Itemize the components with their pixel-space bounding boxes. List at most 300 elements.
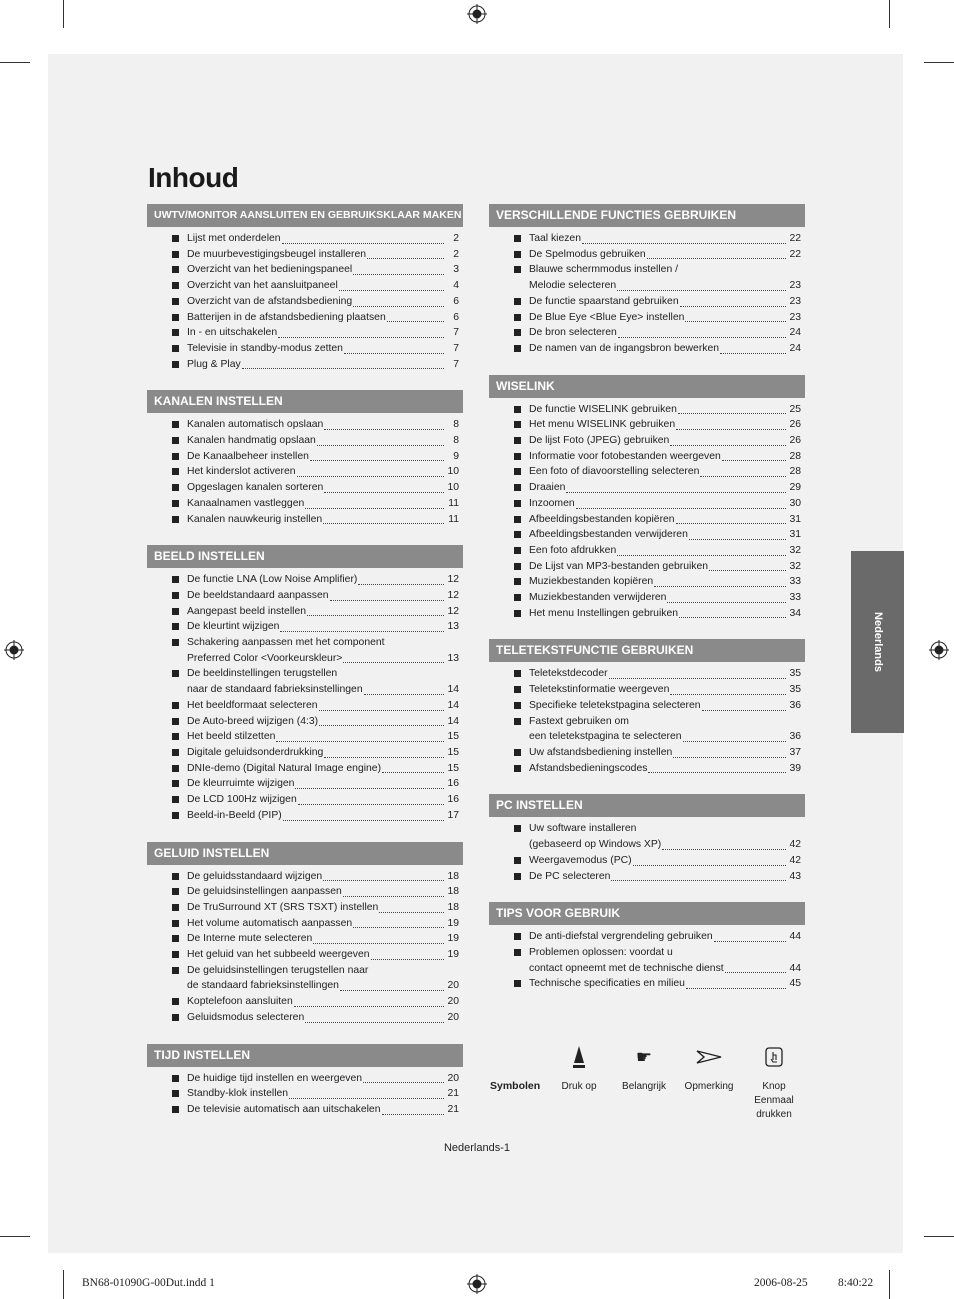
bullet-icon — [514, 468, 521, 475]
toc-entry[interactable] — [147, 776, 463, 792]
toc-entry[interactable] — [489, 837, 805, 853]
toc-entry-title: Teletekstinformatie weergeven — [529, 684, 670, 696]
toc-entry-page: 6 — [453, 311, 459, 323]
toc-entry-title: Problemen oplossen: voordat u — [529, 946, 673, 958]
toc-entry-title: De functie WISELINK gebruiken — [529, 403, 677, 415]
bullet-icon — [172, 421, 179, 428]
dot-leader — [387, 321, 444, 322]
toc-entry-page: 33 — [789, 576, 801, 588]
toc-entry-title: De kleurtint wijzigen — [187, 621, 280, 633]
dot-leader — [700, 476, 786, 477]
symbols-legend — [489, 1042, 805, 1120]
bullet-icon — [514, 702, 521, 709]
toc-entry[interactable] — [147, 496, 463, 512]
toc-entry-page: 36 — [789, 699, 801, 711]
bullet-icon — [514, 298, 521, 305]
toc-entry-page: 23 — [789, 295, 801, 307]
bullet-icon — [172, 298, 179, 305]
toc-entry-title: De Blue Eye <Blue Eye> instellen — [529, 311, 685, 323]
dot-leader — [310, 460, 444, 461]
dot-leader — [282, 243, 444, 244]
bullet-icon — [514, 825, 521, 832]
toc-entry-page: 45 — [789, 978, 801, 990]
toc-entry[interactable] — [147, 512, 463, 528]
toc-entry[interactable] — [489, 761, 805, 777]
bullet-icon — [172, 282, 179, 289]
toc-entry-page: 19 — [447, 949, 459, 961]
toc-entry-page: 2 — [453, 248, 459, 260]
toc-entry[interactable] — [489, 698, 805, 714]
toc-entry[interactable] — [489, 714, 805, 730]
crop-mark — [889, 1270, 890, 1299]
toc-entry-page: 42 — [789, 854, 801, 866]
toc-entry-title: Afbeeldingsbestanden kopiëren — [529, 513, 675, 525]
toc-entry[interactable] — [147, 884, 463, 900]
toc-entry-page: 35 — [789, 684, 801, 696]
toc-entry-page: 7 — [453, 327, 459, 339]
toc-entry-page: 33 — [789, 592, 801, 604]
toc-section — [489, 794, 805, 884]
toc-entry[interactable] — [489, 247, 805, 263]
toc-entry-title: Draaien — [529, 482, 566, 494]
toc-entry[interactable] — [147, 417, 463, 433]
toc-entry[interactable] — [489, 310, 805, 326]
toc-entry-title: In - en uitschakelen — [187, 327, 278, 339]
bullet-icon — [514, 749, 521, 756]
dot-leader — [289, 1098, 444, 1099]
crop-mark — [0, 1236, 30, 1237]
toc-entry-page: 14 — [447, 684, 459, 696]
dot-leader — [662, 849, 786, 850]
toc-entry-title: Specifieke teletekstpagina selecteren — [529, 699, 701, 711]
toc-entry[interactable] — [147, 1086, 463, 1102]
symbol-press-label: Druk op — [561, 1081, 597, 1092]
toc-entry[interactable] — [147, 1071, 463, 1087]
bullet-spacer — [514, 282, 521, 289]
symbol-note — [677, 1042, 741, 1094]
toc-entry[interactable] — [147, 900, 463, 916]
toc-entry[interactable] — [147, 808, 463, 824]
toc-entry-page: 22 — [789, 248, 801, 260]
toc-entry[interactable] — [489, 464, 805, 480]
toc-entry[interactable] — [489, 294, 805, 310]
toc-entry[interactable] — [147, 635, 463, 651]
toc-entry-title: Kanalen automatisch opslaan — [187, 419, 324, 431]
toc-entry-page: 43 — [789, 870, 801, 882]
toc-entry[interactable] — [147, 572, 463, 588]
toc-entry-page: 4 — [453, 280, 459, 292]
toc-entry[interactable] — [147, 310, 463, 326]
dot-leader — [382, 772, 444, 773]
toc-entry-page: 31 — [789, 513, 801, 525]
dot-leader — [324, 429, 444, 430]
crop-mark — [63, 0, 64, 28]
crop-mark — [63, 1270, 64, 1299]
dot-leader — [353, 274, 444, 275]
toc-entry[interactable] — [489, 945, 805, 961]
toc-entry[interactable] — [147, 294, 463, 310]
toc-entry-title: Kanaalnamen vastleggen — [187, 497, 305, 509]
bullet-icon — [172, 608, 179, 615]
toc-entry-page: 19 — [447, 933, 459, 945]
bullet-icon — [514, 578, 521, 585]
bullet-icon — [514, 406, 521, 413]
bullet-icon — [172, 1106, 179, 1113]
toc-entry[interactable] — [489, 527, 805, 543]
bullet-spacer — [514, 965, 521, 972]
toc-entry[interactable] — [489, 341, 805, 357]
toc-entry[interactable] — [489, 262, 805, 278]
toc-entry[interactable] — [489, 666, 805, 682]
toc-entry[interactable] — [147, 698, 463, 714]
bullet-icon — [172, 576, 179, 583]
arrow-note-icon — [677, 1042, 741, 1072]
slug-date: 2006-08-25 — [754, 1277, 808, 1289]
toc-entry[interactable] — [489, 961, 805, 977]
toc-entry[interactable] — [489, 606, 805, 622]
toc-entry-page: 12 — [447, 574, 459, 586]
toc-entry[interactable] — [489, 682, 805, 698]
pointing-hand-icon: ☛ — [635, 1046, 653, 1067]
toc-entry-page: 11 — [448, 497, 459, 509]
toc-entry-page: 25 — [789, 403, 801, 415]
toc-entry[interactable] — [147, 682, 463, 698]
toc-right-column — [489, 204, 805, 1010]
toc-entry[interactable] — [489, 231, 805, 247]
toc-entry-page: 8 — [453, 435, 459, 447]
toc-entry[interactable] — [489, 745, 805, 761]
toc-entry[interactable] — [489, 821, 805, 837]
section-heading: TELETEKSTFUNCTIE GEBRUIKEN — [489, 639, 805, 662]
toc-entry[interactable] — [489, 402, 805, 418]
toc-entry-page: 10 — [447, 466, 459, 478]
toc-entry-title: Uw software installeren — [529, 823, 637, 835]
toc-entry[interactable] — [147, 480, 463, 496]
toc-entry-title: naar de standaard fabrieksinstellingen — [187, 684, 363, 696]
toc-entry-page: 23 — [789, 311, 801, 323]
dot-leader — [344, 353, 444, 354]
press-icon — [547, 1042, 611, 1072]
crop-mark — [924, 62, 954, 63]
bullet-icon — [514, 531, 521, 538]
toc-entry-page: 13 — [447, 621, 459, 633]
dot-leader — [670, 694, 786, 695]
toc-entry-page: 7 — [453, 358, 459, 370]
dot-leader — [702, 710, 786, 711]
bullet-icon — [514, 547, 521, 554]
dot-leader — [714, 941, 786, 942]
toc-entry[interactable] — [489, 543, 805, 559]
toc-section — [147, 204, 463, 372]
bullet-icon — [172, 251, 179, 258]
dot-leader — [683, 741, 786, 742]
toc-entry[interactable] — [489, 869, 805, 885]
toc-entry-title: Informatie voor fotobestanden weergeven — [529, 450, 721, 462]
toc-entry[interactable] — [489, 853, 805, 869]
toc-entry-title: Digitale geluidsonderdrukking — [187, 746, 324, 758]
toc-entry-title: Overzicht van de afstandsbediening — [187, 295, 353, 307]
toc-entry[interactable] — [147, 947, 463, 963]
bullet-icon — [172, 266, 179, 273]
dot-leader — [679, 617, 786, 618]
bullet-icon — [514, 251, 521, 258]
toc-entry[interactable] — [147, 588, 463, 604]
bullet-icon — [172, 623, 179, 630]
toc-entry-title: Het volume automatisch aanpassen — [187, 917, 353, 929]
toc-section — [489, 902, 805, 992]
toc-entry[interactable] — [489, 433, 805, 449]
dot-leader — [611, 880, 786, 881]
dot-leader — [618, 337, 786, 338]
bullet-icon — [514, 686, 521, 693]
toc-entry[interactable] — [147, 357, 463, 373]
toc-entry-page: 32 — [789, 544, 801, 556]
dot-leader — [582, 243, 786, 244]
toc-entry[interactable] — [147, 931, 463, 947]
toc-entry-page: 21 — [447, 1088, 459, 1100]
section-heading: WISELINK — [489, 375, 805, 398]
bullet-icon — [172, 702, 179, 709]
bullet-icon — [172, 749, 179, 756]
symbol-note-label: Opmerking — [684, 1081, 734, 1092]
toc-entry-title: Geluidsmodus selecteren — [187, 1011, 305, 1023]
toc-entry[interactable] — [489, 480, 805, 496]
toc-entry[interactable] — [147, 278, 463, 294]
toc-entry-page: 39 — [789, 762, 801, 774]
toc-entry-title: De kleurruimte wijzigen — [187, 778, 295, 790]
registration-mark-icon — [929, 640, 949, 660]
toc-entry-title: De LCD 100Hz wijzigen — [187, 794, 297, 806]
toc-entry[interactable] — [147, 1010, 463, 1026]
bullet-icon — [172, 1075, 179, 1082]
toc-entry-page: 37 — [789, 746, 801, 758]
bullet-icon — [514, 857, 521, 864]
toc-entry-page: 24 — [789, 327, 801, 339]
toc-entry[interactable] — [147, 994, 463, 1010]
bullet-icon — [514, 437, 521, 444]
bullet-icon — [172, 951, 179, 958]
toc-entry-page: 9 — [453, 450, 459, 462]
toc-entry-page: 42 — [789, 839, 801, 851]
dot-leader — [319, 710, 444, 711]
bullet-icon — [514, 670, 521, 677]
dot-leader — [323, 523, 444, 524]
toc-entry-page: 3 — [453, 264, 459, 276]
dot-leader — [371, 959, 444, 960]
bullet-spacer — [172, 982, 179, 989]
dot-leader — [358, 584, 444, 585]
toc-section — [489, 204, 805, 357]
toc-entry-page: 2 — [453, 233, 459, 244]
toc-entry-page: 13 — [447, 652, 459, 664]
bullet-icon — [172, 437, 179, 444]
page-number: Nederlands-1 — [443, 1142, 511, 1154]
toc-entry[interactable] — [489, 512, 805, 528]
bullet-icon — [172, 967, 179, 974]
toc-entry[interactable] — [147, 978, 463, 994]
toc-entry[interactable] — [147, 916, 463, 932]
bullet-icon — [514, 421, 521, 428]
bullet-icon — [172, 592, 179, 599]
dot-leader — [297, 476, 444, 477]
toc-entry[interactable] — [147, 604, 463, 620]
toc-section — [147, 545, 463, 823]
toc-entry[interactable] — [147, 729, 463, 745]
toc-entry[interactable] — [147, 745, 463, 761]
toc-entry-page: 12 — [447, 589, 459, 601]
symbol-press — [547, 1042, 611, 1094]
toc-entry[interactable] — [147, 433, 463, 449]
toc-entry[interactable] — [147, 869, 463, 885]
toc-entry-page: 15 — [447, 746, 459, 758]
bullet-icon — [172, 796, 179, 803]
toc-entry-page: 20 — [447, 996, 459, 1008]
section-heading: KANALEN INSTELLEN — [147, 390, 463, 413]
toc-entry-page: 23 — [789, 280, 801, 292]
bullet-icon — [172, 904, 179, 911]
toc-entry-title: De Interne mute selecteren — [187, 933, 313, 945]
toc-entry-title: Fastext gebruiken om — [529, 715, 629, 727]
toc-entry[interactable] — [489, 729, 805, 745]
toc-entry[interactable] — [489, 590, 805, 606]
toc-entry-title: De lijst Foto (JPEG) gebruiken — [529, 435, 670, 447]
toc-entry-page: 44 — [789, 962, 801, 974]
toc-entry[interactable] — [489, 496, 805, 512]
toc-entry-page: 18 — [447, 901, 459, 913]
bullet-icon — [514, 345, 521, 352]
toc-entry-page: 22 — [789, 233, 801, 244]
symbol-one-touch-label: Knop Eenmaal drukken — [754, 1081, 794, 1120]
toc-entry-title: Kanalen nauwkeurig instellen — [187, 513, 323, 525]
bullet-icon — [514, 718, 521, 725]
bullet-icon — [514, 933, 521, 940]
toc-entry-page: 30 — [789, 497, 801, 509]
bullet-spacer — [514, 733, 521, 740]
toc-entry-title: Standby-klok instellen — [187, 1088, 289, 1100]
toc-entry[interactable] — [147, 247, 463, 263]
dot-leader — [307, 615, 444, 616]
toc-entry-page: 36 — [789, 731, 801, 743]
toc-entry-page: 10 — [447, 482, 459, 494]
toc-entry[interactable] — [489, 449, 805, 465]
toc-entry-title: De bron selecteren — [529, 327, 617, 339]
dot-leader — [330, 600, 444, 601]
toc-entry-title: De Lijst van MP3-bestanden gebruiken — [529, 560, 709, 572]
bullet-icon — [172, 920, 179, 927]
toc-entry[interactable] — [147, 262, 463, 278]
toc-entry[interactable] — [147, 714, 463, 730]
dot-leader — [648, 772, 786, 773]
bullet-icon — [514, 266, 521, 273]
toc-entry-title: Het menu WISELINK gebruiken — [529, 419, 676, 431]
toc-entry[interactable] — [147, 231, 463, 247]
toc-entry[interactable] — [489, 559, 805, 575]
toc-entry[interactable] — [489, 325, 805, 341]
dot-leader — [298, 804, 444, 805]
dot-leader — [324, 492, 444, 493]
dot-leader — [709, 570, 786, 571]
toc-entry-page: 11 — [448, 513, 459, 525]
toc-entry[interactable] — [489, 574, 805, 590]
toc-entry[interactable] — [147, 449, 463, 465]
dot-leader — [673, 757, 786, 758]
toc-entry-title: Kanalen handmatig opslaan — [187, 435, 316, 447]
bullet-icon — [172, 516, 179, 523]
toc-section — [147, 1044, 463, 1118]
toc-entry-page: 20 — [447, 1072, 459, 1084]
dot-leader — [294, 1006, 444, 1007]
bullet-spacer — [172, 686, 179, 693]
toc-entry[interactable] — [147, 325, 463, 341]
toc-entry[interactable] — [147, 341, 463, 357]
crop-mark — [924, 1236, 954, 1237]
toc-entry-page: 18 — [447, 870, 459, 882]
toc-entry-page: 34 — [789, 607, 801, 619]
symbol-one-touch — [742, 1042, 806, 1122]
language-tab[interactable] — [851, 551, 904, 733]
toc-entry[interactable] — [489, 278, 805, 294]
toc-entry[interactable] — [147, 1102, 463, 1118]
bullet-icon — [172, 361, 179, 368]
section-heading: TIJD INSTELLEN — [147, 1044, 463, 1067]
toc-left-column — [147, 204, 463, 1136]
dot-leader — [278, 337, 444, 338]
bullet-icon — [172, 468, 179, 475]
toc-entry-page: 32 — [789, 560, 801, 572]
symbol-important — [612, 1042, 676, 1094]
toc-entry[interactable] — [147, 651, 463, 667]
toc-entry[interactable] — [489, 929, 805, 945]
symbols-label: Symbolen — [490, 1080, 541, 1092]
toc-entry[interactable] — [147, 792, 463, 808]
toc-entry-title: een teletekstpagina te selecteren — [529, 731, 682, 743]
dot-leader — [323, 880, 444, 881]
dot-leader — [722, 460, 786, 461]
bullet-icon — [514, 329, 521, 336]
toc-entry-page: 14 — [447, 699, 459, 711]
toc-entry[interactable] — [147, 666, 463, 682]
slug-time: 8:40:22 — [838, 1277, 874, 1289]
toc-entry[interactable] — [489, 976, 805, 992]
bullet-icon — [172, 314, 179, 321]
toc-entry-title: De functie spaarstand gebruiken — [529, 295, 679, 307]
toc-entry-page: 21 — [447, 1103, 459, 1115]
toc-entry-title: De beeldinstellingen terugstellen — [187, 668, 338, 680]
toc-entry-title: Koptelefoon aansluiten — [187, 996, 293, 1008]
toc-entry[interactable] — [147, 464, 463, 480]
registration-mark-icon — [467, 4, 487, 24]
toc-entry-page: 26 — [789, 435, 801, 447]
toc-entry-title: De Auto-breed wijzigen (4:3) — [187, 715, 319, 727]
toc-entry-page: 15 — [447, 731, 459, 743]
toc-entry-title: Het menu Instellingen gebruiken — [529, 607, 679, 619]
dot-leader — [617, 290, 786, 291]
toc-entry-page: 8 — [453, 419, 459, 431]
toc-entry[interactable] — [147, 761, 463, 777]
toc-entry-title: Het kinderslot activeren — [187, 466, 296, 478]
bullet-icon — [514, 484, 521, 491]
language-tab-label: Nederlands — [871, 612, 884, 672]
toc-entry[interactable] — [147, 963, 463, 979]
bullet-icon — [172, 235, 179, 242]
toc-entry-title: contact opneemt met de technische dienst — [529, 962, 724, 974]
dot-leader — [576, 508, 786, 509]
bullet-icon — [514, 516, 521, 523]
dot-leader — [667, 602, 786, 603]
toc-entry[interactable] — [147, 619, 463, 635]
toc-entry[interactable] — [489, 417, 805, 433]
bullet-icon — [514, 980, 521, 987]
